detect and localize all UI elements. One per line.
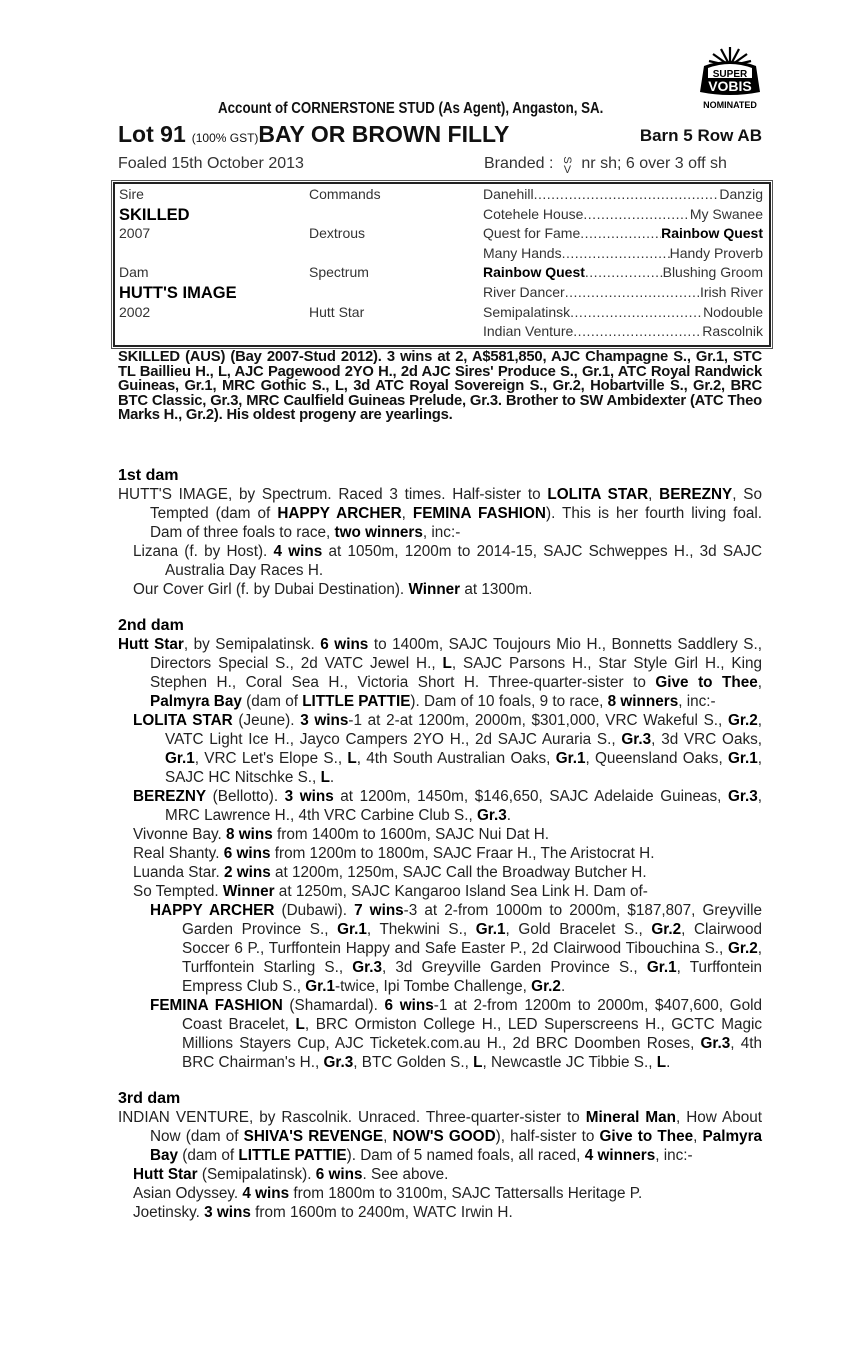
pedigree-parent-cell: SKILLED (119, 205, 190, 224)
text-run: , MRC Lawrence H., 4th VRC Carbine Club S., (165, 788, 762, 824)
text-run: So Tempted. (133, 883, 223, 900)
bold-highlight: Gr.3 (700, 1035, 731, 1052)
pedigree-great-grandparent-row (483, 245, 763, 265)
text-run: Asian Odyssey. (133, 1185, 243, 1202)
dam-section-3 (118, 1089, 762, 1222)
bold-highlight: LOLITA STAR (547, 486, 649, 503)
text-run: (Shamardal). (282, 997, 385, 1014)
bold-highlight: NOW'S GOOD (392, 1128, 496, 1145)
pedigree-grandparent-cell (309, 206, 483, 226)
bold-highlight: 6 wins (223, 845, 271, 862)
pedigree-paragraph (118, 996, 762, 1072)
text-run: to 1400m, SAJC Toujours Mio H., Bonnetts Saddlery S., Directors Special S., 2d VATC Jewel H., (150, 636, 762, 672)
pedigree-paragraph (118, 787, 762, 825)
lot-description: BAY OR BROWN FILLY (258, 121, 510, 147)
bold-highlight: 7 wins (354, 902, 404, 919)
ancestor-sire-name: Blushing Groom (662, 264, 763, 281)
bold-highlight: 6 wins (320, 636, 369, 653)
text-run: , VRC Let's Elope S., (194, 750, 348, 767)
sire-summary: SKILLED (AUS) (Bay 2007-Stud 2012). 3 wins at 2, A$581,850, AJC Champagne S., Gr.1, STC TL Baillieu H., L, AJC Pagewood 2YO H., 2d AJC Sires' Produce S., Gr.1, ATC Royal Randwick Guineas, Gr.1, MRC Gothic S., L, 3d ATC Royal Sovereign S., Gr.2, Hobartville S., Gr.2, BRC BTC Classic, Gr.3, MRC Caulfield Guineas Prelude, Gr.3. Brother to SW Ambidexter (ATC Theo Marks H., Gr.2). His oldest progeny are yearlings. (118, 349, 762, 424)
bold-highlight: 4 wins (273, 543, 323, 560)
pedigree-paragraph (118, 825, 762, 844)
pedigree-grandparent-cell: Dextrous (309, 225, 366, 242)
bold-highlight: Gr.1 (727, 750, 758, 767)
pedigree-grandparent-cell: Commands (309, 186, 381, 202)
bold-highlight: L (347, 750, 357, 767)
bold-highlight: BEREZNY (659, 486, 733, 503)
foaled-date: Foaled 15th October 2013 (118, 155, 304, 172)
bold-highlight: Gr.3 (477, 807, 507, 824)
dot-leader (583, 206, 689, 226)
section-heading: 1st dam (118, 467, 179, 484)
branded-description: nr sh; 6 over 3 off sh (581, 155, 727, 172)
pedigree-paragraph (118, 635, 762, 711)
text-run: at 1200m, 1450m, $146,650, SAJC Adelaide Guineas, (333, 788, 728, 805)
text-run: ), half-sister to (495, 1128, 600, 1145)
dot-leader (570, 304, 703, 324)
text-run: (Semipalatinsk). (197, 1166, 316, 1183)
text-run: , Queensland Oaks, (585, 750, 728, 767)
section-heading: 3rd dam (118, 1090, 181, 1107)
ancestor-name: Quest for Fame (483, 225, 581, 242)
pedigree-paragraph (118, 863, 762, 882)
bold-highlight: two winners (334, 524, 423, 541)
text-run: (dam of (241, 693, 303, 710)
pedigree-paragraph (118, 485, 762, 542)
svg-text:VOBIS: VOBIS (708, 78, 752, 94)
text-run: Real Shanty. (133, 845, 224, 862)
pedigree-paragraph (118, 1108, 762, 1165)
ancestor-sire-name: Nodouble (703, 303, 763, 320)
ancestor-name: Indian Venture (483, 323, 574, 340)
text-run: , inc:- (678, 693, 716, 710)
pedigree-parent-cell: 2007 (119, 225, 151, 242)
bold-highlight: 3 wins (284, 788, 334, 805)
dam-section-2 (118, 616, 762, 1072)
text-run: , VATC Light Ice H., Jayco Campers 2YO H., 2d SAJC Auraria S., (165, 712, 762, 748)
pedigree-parent-cell: 2002 (119, 303, 151, 320)
text-run: (dam of (178, 1147, 239, 1164)
vendor-account: Account of CORNERSTONE STUD (As Agent), Angaston, SA. (218, 100, 604, 117)
bold-highlight: Gr.1 (305, 978, 336, 995)
ancestor-name: Semipalatinsk (483, 303, 571, 320)
ancestor-name: Many Hands (483, 244, 562, 261)
bold-highlight: FEMINA FASHION (150, 997, 283, 1014)
bold-highlight: LITTLE PATTIE (238, 1147, 347, 1164)
bold-highlight: Mineral Man (585, 1109, 676, 1126)
text-run: , 3d Greyville Garden Province S., (382, 959, 647, 976)
pedigree-great-grandparent-row (483, 186, 763, 206)
gst-note: (100% GST) (191, 131, 259, 145)
bold-highlight: L (656, 1054, 667, 1071)
family-notes (118, 466, 762, 1239)
bold-highlight: Winner (408, 581, 461, 598)
pedigree-paragraph (118, 1203, 762, 1222)
bold-highlight: SHIVA'S REVENGE (243, 1128, 384, 1145)
text-run: . (666, 1054, 671, 1071)
bold-highlight: Palmyra Bay (150, 693, 242, 710)
bold-highlight: BEREZNY (133, 788, 207, 805)
text-run: , So Tempted (dam of (150, 486, 762, 522)
dot-leader (585, 264, 663, 284)
text-run: at 1300m. (460, 581, 533, 598)
text-run: (Dubawi). (274, 902, 355, 919)
pedigree-grandparent-cell (309, 245, 483, 265)
ancestor-name: Danehill (483, 186, 534, 202)
pedigree-great-grandparent-row (483, 304, 763, 324)
barn-location: Barn 5 Row AB (639, 126, 762, 145)
bold-highlight: Gr.3 (323, 1054, 354, 1071)
text-run: Vivonne Bay. (133, 826, 226, 843)
pedigree-great-grandparent-row (483, 264, 763, 284)
lot-number: Lot 91 (118, 121, 186, 147)
text-run: . See above. (362, 1166, 449, 1183)
bold-highlight: Gr.1 (646, 959, 677, 976)
bold-highlight: LITTLE PATTIE (302, 693, 411, 710)
bold-highlight: Gr.2 (727, 940, 758, 957)
bold-highlight: Gr.2 (531, 978, 561, 995)
pedigree-great-grandparent-row (483, 225, 763, 245)
pedigree-paragraph (118, 542, 762, 580)
bold-highlight: Gr.1 (165, 750, 195, 767)
bold-highlight: L (442, 655, 452, 672)
text-run: ). Dam of 10 foals, 9 to race, (410, 693, 608, 710)
bold-highlight: 6 wins (315, 1166, 363, 1183)
dot-leader (573, 323, 702, 343)
pedigree-parent-cell: Dam (119, 264, 149, 281)
text-run: at 1250m, SAJC Kangaroo Island Sea Link H. Dam of- (274, 883, 648, 900)
bold-highlight: 2 wins (224, 864, 271, 881)
text-run: . (560, 978, 566, 995)
ancestor-sire-name: Rainbow Quest (661, 225, 763, 242)
lot-title-line (118, 121, 762, 148)
pedigree-great-grandparent-row (483, 323, 763, 343)
branded-label: Branded : (484, 155, 554, 172)
text-run: (Bellotto). (206, 788, 285, 805)
text-run: from 1600m to 2400m, WATC Irwin H. (250, 1204, 513, 1221)
text-run: , Turffontein Starling S., (182, 940, 762, 976)
pedigree-grandparent-cell (309, 284, 483, 304)
pedigree-parent-cell: Sire (119, 186, 144, 202)
text-run: from 1400m to 1600m, SAJC Nui Dat H. (272, 826, 550, 843)
bold-highlight: Winner (222, 883, 275, 900)
text-run: from 1800m to 3100m, SAJC Tattersalls Heritage P. (289, 1185, 643, 1202)
pedigree-paragraph (118, 1184, 762, 1203)
text-run: , 3d VRC Oaks, (651, 731, 763, 748)
ancestor-sire-name: Handy Proverb (669, 244, 763, 261)
bold-highlight: 4 winners (584, 1147, 656, 1164)
text-run: ). Dam of 5 named foals, all raced, (346, 1147, 585, 1164)
bold-highlight: Hutt Star (118, 636, 184, 653)
text-run: -1 at 2-from 1200m to 2000m, $407,600, Gold Coast Bracelet, (182, 997, 763, 1033)
ancestor-sire-name: Irish River (699, 283, 763, 300)
text-run: , Thekwini S., (366, 921, 476, 938)
text-run: , (693, 1128, 703, 1145)
text-run: , inc:- (422, 524, 461, 541)
svg-text:SUPER: SUPER (712, 69, 748, 80)
bold-highlight: Gr.3 (352, 959, 383, 976)
text-run: , 4th BRC Chairman's H., (182, 1035, 762, 1071)
pedigree-grandparent-cell (309, 323, 483, 343)
text-run: at 1200m, 1250m, SAJC Call the Broadway Butcher H. (270, 864, 647, 881)
text-run: . (506, 807, 512, 824)
text-run: Lizana (f. by Host). (133, 543, 274, 560)
text-run: , SAJC HC Nitschke S., (165, 750, 762, 786)
section-heading: 2nd dam (118, 617, 184, 634)
text-run: -1 at 2-at 1200m, 2000m, $301,000, VRC Wakeful S., (348, 712, 728, 729)
text-run: , inc:- (655, 1147, 693, 1164)
ancestor-name: Cotehele House (483, 205, 584, 222)
text-run: , by Semipalatinsk. (183, 636, 321, 653)
bold-highlight: 3 wins (300, 712, 349, 729)
bold-highlight: L (473, 1054, 483, 1071)
dot-leader (534, 186, 720, 206)
pedigree-paragraph (118, 1165, 762, 1184)
bold-highlight: Gr.1 (555, 750, 586, 767)
pedigree-grandparent-cell: Hutt Star (309, 303, 365, 320)
text-run: Luanda Star. (133, 864, 225, 881)
text-run: , BRC Ormiston College H., LED Superscreens H., GCTC Magic Millions Stayers Cup, AJC Ticketek.com.au H., 2d BRC Doomben Roses, (182, 1016, 763, 1052)
super-vobis-nominated-logo (688, 44, 772, 112)
bold-highlight: 3 wins (204, 1204, 251, 1221)
text-run: (Jeune). (232, 712, 301, 729)
text-run: , SAJC Parsons H., Star Style Girl H., King Stephen H., Coral Sea H., Victoria Short H. Three-quarter-sister to (150, 655, 763, 691)
pedigree-paragraph (118, 844, 762, 863)
bold-highlight: HAPPY ARCHER (277, 505, 402, 522)
bold-highlight: Gr.2 (727, 712, 758, 729)
bold-highlight: Gr.1 (337, 921, 367, 938)
svg-text:NOMINATED: NOMINATED (703, 100, 757, 110)
pedigree-paragraph (118, 711, 762, 787)
bold-highlight: FEMINA FASHION (412, 505, 546, 522)
text-run: , (757, 674, 762, 691)
text-run: . (329, 769, 335, 786)
brand-mark: S V (561, 156, 574, 176)
pedigree-great-grandparent-row (483, 284, 763, 304)
bold-highlight: LOLITA STAR (133, 712, 233, 729)
pedigree-great-grandparent-row (483, 206, 763, 226)
pedigree-parent-cell: HUTT'S IMAGE (119, 283, 237, 302)
ancestor-sire-name: Rascolnik (702, 323, 763, 340)
bold-highlight: 6 wins (384, 997, 434, 1014)
text-run: , (401, 505, 413, 522)
bold-highlight: Give to Thee (599, 1128, 694, 1145)
ancestor-name: Rainbow Quest (483, 264, 585, 281)
text-run: , Clairwood Soccer 6 P., Turffontein Happy and Safe Easter P., 2d Clairwood Tibouchina S., (182, 921, 763, 957)
text-run: -twice, Ipi Tombe Challenge, (335, 978, 532, 995)
bold-highlight: Gr.3 (727, 788, 758, 805)
bold-highlight: L (295, 1016, 305, 1033)
pedigree-grandparent-cell: Spectrum (309, 264, 369, 281)
pedigree-parent-cell (119, 323, 309, 343)
ancestor-sire-name: Danzig (719, 186, 763, 202)
ancestor-sire-name: My Swanee (689, 205, 763, 222)
pedigree-parent-cell (119, 245, 309, 265)
text-run: , Turffontein Empress Club S., (182, 959, 762, 995)
pedigree-table (113, 182, 771, 347)
ancestor-name: River Dancer (483, 283, 565, 300)
text-run: ). This is her fourth living foal. Dam of three foals to race, (150, 505, 763, 541)
pedigree-paragraph (118, 901, 762, 996)
bold-highlight: Give to Thee (655, 674, 758, 691)
dot-leader (580, 225, 661, 245)
text-run: Our Cover Girl (f. by Dubai Destination). (133, 581, 409, 598)
dot-leader (562, 245, 670, 265)
text-run: , Gold Bracelet S., (505, 921, 652, 938)
text-run: , Newcastle JC Tibbie S., (482, 1054, 657, 1071)
text-run: , (383, 1128, 393, 1145)
bold-highlight: Gr.1 (475, 921, 506, 938)
text-run: INDIAN VENTURE, by Rascolnik. Unraced. Three-quarter-sister to (118, 1109, 586, 1126)
dot-leader (565, 284, 700, 304)
text-run: Joetinsky. (133, 1204, 205, 1221)
bold-highlight: Gr.3 (621, 731, 652, 748)
text-run: , (648, 486, 660, 503)
bold-highlight: 8 winners (607, 693, 679, 710)
bold-highlight: Palmyra Bay (150, 1128, 763, 1164)
text-run: HUTT'S IMAGE, by Spectrum. Raced 3 times. Half-sister to (118, 486, 548, 503)
dam-section-1 (118, 466, 762, 599)
text-run: , 4th South Australian Oaks, (356, 750, 556, 767)
text-run: , How About Now (dam of (150, 1109, 762, 1145)
bold-highlight: HAPPY ARCHER (150, 902, 275, 919)
text-run: from 1200m to 1800m, SAJC Fraar H., The Aristocrat H. (270, 845, 655, 862)
pedigree-paragraph (118, 580, 762, 599)
bold-highlight: 4 wins (242, 1185, 290, 1202)
text-run: -3 at 2-from 1000m to 2000m, $187,807, Greyville Garden Province S., (182, 902, 763, 938)
bold-highlight: 8 wins (225, 826, 273, 843)
bold-highlight: L (320, 769, 330, 786)
bold-highlight: Gr.2 (651, 921, 682, 938)
pedigree-paragraph (118, 882, 762, 901)
bold-highlight: Hutt Star (133, 1166, 198, 1183)
text-run: , BTC Golden S., (353, 1054, 474, 1071)
branded-info (484, 155, 727, 175)
text-run: at 1050m, 1200m to 2014-15, SAJC Schweppes H., 3d SAJC Australia Day Races H. (165, 543, 763, 579)
